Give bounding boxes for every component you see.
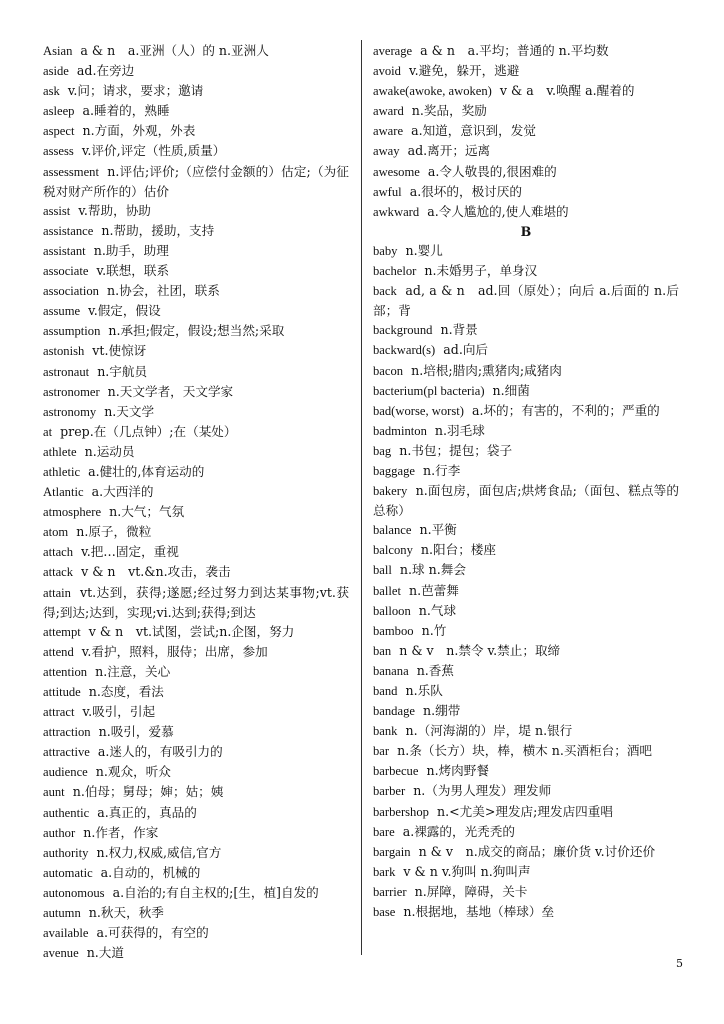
entry-word: awful	[373, 184, 402, 199]
entry-definition: a.大西洋的	[91, 484, 154, 500]
entry-definition: prep.在（几点钟）;在（某处）	[60, 423, 237, 439]
entry-definition: n.细菌	[492, 382, 530, 398]
entry-definition: n.（为男人理发）理发师	[413, 783, 552, 799]
entry-word: astronaut	[43, 364, 90, 379]
entry-definition: n.面包房，面包店;烘烤食品;（面包、糕点等的总称）	[373, 483, 679, 519]
dictionary-entry	[373, 761, 679, 781]
entry-definition: n.态度，看法	[88, 684, 164, 699]
entry-definition: a & n a.平均；普通的 n.平均数	[420, 43, 609, 58]
dictionary-entry	[373, 681, 679, 701]
entry-word: bank	[373, 724, 398, 739]
dictionary-entry	[43, 81, 349, 101]
entry-definition: n.球 n.舞会	[399, 562, 466, 578]
dictionary-entry	[373, 121, 679, 141]
entry-word: attack	[43, 565, 74, 580]
dictionary-entry	[43, 301, 349, 321]
entry-definition: v.把…固定，重视	[81, 544, 179, 560]
dictionary-entry	[373, 101, 679, 121]
dictionary-entry	[373, 581, 679, 601]
dictionary-entry	[43, 583, 349, 622]
dictionary-entry	[43, 782, 349, 802]
dictionary-entry	[373, 441, 679, 461]
entry-definition: n.屏障，障碍，关卡	[414, 883, 528, 899]
dictionary-entry	[373, 842, 679, 862]
dictionary-entry	[43, 442, 349, 462]
entry-word: awake(awoke, awoken)	[373, 84, 492, 99]
entry-word: assumption	[43, 324, 101, 339]
entry-definition: v.避免，躲开，逃避	[409, 63, 520, 79]
section-heading: B	[520, 223, 532, 239]
entry-definition: n.原子，微粒	[76, 524, 152, 540]
dictionary-entry	[373, 401, 679, 421]
entry-word: bar	[373, 744, 390, 759]
dictionary-entry	[373, 621, 679, 641]
entry-word: aunt	[43, 785, 65, 800]
entry-word: attitude	[43, 685, 81, 699]
entry-word: autumn	[43, 906, 81, 921]
entry-word: autonomous	[43, 885, 105, 900]
entry-word: ban	[373, 643, 392, 658]
entry-word: attractive	[43, 745, 90, 760]
entry-definition: v & n vt.&n.攻击，袭击	[81, 564, 231, 580]
entry-word: ball	[373, 563, 392, 578]
entry-definition: n.天文学	[104, 403, 155, 419]
dictionary-entry	[373, 641, 679, 661]
dictionary-entry	[43, 162, 349, 201]
entry-word: ask	[43, 84, 60, 99]
entry-definition: n.帮助，援助，支持	[101, 222, 215, 238]
entry-definition: v.假定，假设	[88, 303, 161, 319]
entry-definition: v.问；请求，要求；邀请	[67, 83, 204, 99]
entry-definition: n.承担;假定，假设;想当然;采取	[108, 323, 285, 339]
entry-word: baby	[373, 243, 398, 258]
entry-word: balloon	[373, 603, 411, 618]
entry-definition: n.平衡	[419, 522, 457, 538]
entry-definition: n.乐队	[405, 683, 443, 698]
dictionary-entry	[43, 462, 349, 482]
dictionary-entry	[373, 560, 679, 580]
entry-definition: n.条（长方）块，棒，横木 n.买酒柜台；酒吧	[397, 743, 653, 759]
entry-word: assistance	[43, 223, 94, 238]
entry-definition: n.未婚男子，单身汉	[424, 263, 538, 279]
left-column	[43, 41, 349, 963]
dictionary-entry	[43, 482, 349, 502]
entry-word: awkward	[373, 204, 420, 219]
dictionary-entry	[373, 421, 679, 441]
entry-definition: n.气球	[418, 602, 457, 618]
entry-definition: n.（河海湖的）岸，堤 n.银行	[405, 723, 573, 739]
entry-word: astronomy	[43, 404, 97, 419]
dictionary-entry	[43, 422, 349, 442]
entry-word: band	[373, 684, 398, 698]
entry-word: ballet	[373, 583, 401, 598]
dictionary-entry	[43, 261, 349, 281]
entry-word: automatic	[43, 865, 93, 880]
entry-definition: v.帮助，协助	[78, 202, 151, 218]
entry-definition: vt.达到，获得;遂愿;经过努力到达某事物;vt.获得;到达;达到，实现;vi.达到;获得;到达	[43, 584, 349, 620]
entry-definition: a & n a.亚洲（人）的 n.亚洲人	[80, 43, 269, 58]
entry-definition: n.奖品，奖励	[411, 103, 487, 119]
dictionary-entry	[373, 202, 679, 222]
entry-definition: v.吸引，引起	[82, 704, 156, 720]
dictionary-entry	[373, 520, 679, 540]
entry-word: aspect	[43, 124, 75, 139]
dictionary-entry	[43, 321, 349, 341]
entry-word: base	[373, 905, 396, 920]
entry-definition: n.注意，关心	[95, 663, 171, 679]
entry-definition: n.大道	[86, 945, 124, 961]
entry-definition: ad.向后	[443, 342, 489, 358]
entry-word: attempt	[43, 624, 81, 639]
entry-word: barbershop	[373, 804, 429, 819]
dictionary-entry	[373, 162, 679, 182]
entry-definition: n.根据地，基地（棒球）垒	[403, 904, 555, 920]
entry-word: author	[43, 825, 76, 840]
entry-word: bamboo	[373, 623, 414, 638]
entry-definition: ad.在旁边	[76, 63, 135, 79]
dictionary-entry	[43, 883, 349, 903]
dictionary-entry	[373, 361, 679, 381]
dictionary-entry	[43, 742, 349, 762]
entry-definition: a.知道，意识到，发觉	[411, 123, 536, 139]
entry-word: available	[43, 926, 89, 941]
entry-definition: n & v n.成交的商品；廉价货 v.讨价还价	[418, 843, 656, 859]
dictionary-entry	[373, 81, 679, 101]
entry-word: authentic	[43, 805, 90, 820]
entry-definition: ad, a & n ad.回（原处）；向后 a.后面的 n.后部；背	[373, 283, 679, 319]
entry-definition: a.令人敬畏的,很困难的	[427, 163, 557, 179]
dictionary-entry	[373, 340, 679, 360]
entry-definition: n.阳台；楼座	[420, 542, 496, 558]
entry-word: assessment	[43, 164, 99, 179]
dictionary-entry	[43, 402, 349, 422]
entry-word: bad(worse, worst)	[373, 403, 464, 418]
entry-definition: v.评价,评定（性质,质量）	[81, 143, 226, 159]
entry-definition: a.裸露的，光秃秃的	[402, 823, 515, 839]
entry-definition: n & v n.禁令 v.禁止；取缔	[399, 642, 561, 658]
entry-definition: n.<尤美>理发店;理发店四重唱	[436, 803, 613, 819]
entry-definition: n.培根;腊肉;熏猪肉;咸猪肉	[411, 362, 562, 378]
entry-definition: n.吸引，爱慕	[98, 724, 174, 740]
dictionary-entry	[43, 762, 349, 782]
entry-definition: n.婴儿	[405, 242, 443, 258]
dictionary-entry	[373, 61, 679, 81]
dictionary-entry	[373, 381, 679, 401]
entry-word: bare	[373, 824, 395, 839]
entry-word: average	[373, 44, 413, 58]
entry-word: balance	[373, 523, 412, 538]
entry-word: association	[43, 284, 99, 299]
entry-definition: n.背景	[440, 322, 478, 338]
entry-definition: n.伯母；舅母；婶；姑；姨	[72, 784, 224, 800]
entry-definition: n.秋天，秋季	[88, 905, 164, 921]
dictionary-entry	[373, 540, 679, 560]
dictionary-entry	[373, 320, 679, 340]
entry-word: athlete	[43, 444, 77, 459]
entry-word: athletic	[43, 464, 81, 479]
entry-word: attend	[43, 644, 74, 659]
dictionary-entry	[373, 802, 679, 822]
dictionary-entry	[373, 701, 679, 721]
dictionary-entry	[373, 822, 679, 842]
dictionary-entry	[43, 662, 349, 682]
entry-word: background	[373, 323, 433, 338]
entry-word: bacterium(pl bacteria)	[373, 383, 485, 398]
entry-definition: a.健壮的,体育运动的	[88, 463, 205, 479]
entry-word: bark	[373, 864, 396, 879]
page-number: 5	[676, 957, 683, 970]
entry-definition: n.书包；提包；袋子	[399, 442, 513, 458]
dictionary-entry	[373, 41, 679, 61]
entry-word: balcony	[373, 543, 413, 558]
entry-word: baggage	[373, 463, 415, 478]
dictionary-entry	[373, 281, 679, 320]
dictionary-entry	[43, 221, 349, 241]
dictionary-entry	[43, 803, 349, 823]
entry-definition: v.看护，照料，服侍；出席，参加	[81, 643, 268, 659]
entry-word: banana	[373, 663, 409, 678]
dictionary-entry	[43, 522, 349, 542]
entry-word: bachelor	[373, 264, 417, 279]
dictionary-entry	[373, 902, 679, 922]
right-column	[373, 41, 679, 922]
entry-word: associate	[43, 264, 89, 279]
entry-word: bandage	[373, 704, 415, 719]
entry-definition: a.自治的;有自主权的;[生，植]自发的	[112, 884, 319, 900]
entry-word: at	[43, 424, 53, 439]
dictionary-entry	[43, 241, 349, 261]
dictionary-entry	[43, 542, 349, 562]
dictionary-entry	[43, 702, 349, 722]
entry-word: astonish	[43, 344, 85, 359]
dictionary-entry	[373, 461, 679, 481]
entry-word: attention	[43, 664, 88, 679]
entry-word: aware	[373, 124, 404, 139]
dictionary-entry	[373, 721, 679, 741]
dictionary-entry	[373, 261, 679, 281]
dictionary-entry	[43, 362, 349, 382]
entry-definition: n.运动员	[84, 443, 135, 459]
entry-definition: a.睡着的，熟睡	[82, 103, 170, 119]
entry-definition: n.香蕉	[416, 662, 454, 678]
entry-definition: n.芭蕾舞	[409, 582, 459, 598]
column-divider	[361, 40, 362, 955]
entry-definition: n.权力,权威,威信,官方	[96, 844, 222, 860]
dictionary-entry	[43, 201, 349, 221]
entry-definition: n.大气；气氛	[109, 504, 185, 520]
dictionary-entry	[43, 682, 349, 702]
entry-definition: a.很坏的，极讨厌的	[409, 183, 522, 199]
dictionary-entry	[373, 781, 679, 801]
dictionary-entry	[43, 41, 349, 61]
dictionary-entry	[373, 601, 679, 621]
dictionary-entry	[373, 882, 679, 902]
entry-word: asleep	[43, 104, 75, 119]
entry-word: bargain	[373, 844, 411, 859]
entry-definition: n.烤肉野餐	[426, 763, 489, 779]
dictionary-entry	[373, 661, 679, 681]
dictionary-entry	[43, 642, 349, 662]
dictionary-entry	[43, 622, 349, 642]
entry-word: avenue	[43, 946, 79, 961]
entry-definition: n.羽毛球	[434, 422, 485, 438]
dictionary-entry	[43, 943, 349, 963]
entry-word: badminton	[373, 423, 427, 438]
dictionary-entry	[43, 341, 349, 361]
dictionary-entry	[373, 862, 679, 882]
entry-word: barrier	[373, 884, 407, 899]
entry-definition: a.可获得的，有空的	[96, 925, 209, 941]
dictionary-entry	[43, 562, 349, 582]
entry-definition: a.自动的，机械的	[100, 864, 201, 880]
entry-definition: a.令人尴尬的,使人难堪的	[427, 203, 569, 219]
dictionary-entry	[43, 61, 349, 81]
entry-word: authority	[43, 845, 89, 860]
dictionary-entry	[43, 823, 349, 843]
dictionary-entry	[43, 923, 349, 943]
entry-word: attract	[43, 705, 75, 720]
entry-definition: a.迷人的，有吸引力的	[97, 744, 223, 760]
dictionary-entry	[43, 281, 349, 301]
entry-word: barber	[373, 784, 406, 799]
dictionary-entry	[373, 481, 679, 520]
entry-word: barbecue	[373, 764, 419, 779]
entry-word: attach	[43, 545, 74, 560]
dictionary-entry	[43, 502, 349, 522]
entry-word: award	[373, 104, 404, 119]
dictionary-entry	[373, 141, 679, 161]
dictionary-entry	[43, 382, 349, 402]
entry-word: bakery	[373, 484, 408, 499]
dictionary-entry	[373, 741, 679, 761]
dictionary-entry	[43, 141, 349, 161]
entry-word: Asian	[43, 44, 73, 58]
entry-definition: n.天文学者，天文学家	[107, 383, 234, 399]
dictionary-entry	[373, 182, 679, 202]
entry-definition: n.协会，社团，联系	[106, 283, 220, 299]
entry-definition: ad.离开；远离	[407, 143, 491, 159]
entry-word: aside	[43, 64, 69, 79]
entry-word: assume	[43, 304, 81, 319]
entry-definition: a.真正的，真品的	[97, 804, 197, 820]
dictionary-entry	[43, 121, 349, 141]
entry-word: back	[373, 284, 397, 299]
entry-definition: n.宇航员	[97, 363, 148, 379]
dictionary-entry	[43, 101, 349, 121]
dictionary-entry	[43, 903, 349, 923]
entry-word: audience	[43, 765, 88, 780]
entry-word: atom	[43, 525, 69, 540]
entry-definition: vt.使惊讶	[92, 343, 147, 359]
entry-definition: n.助手，助理	[93, 242, 169, 258]
entry-definition: n.绷带	[422, 703, 461, 719]
dictionary-entry	[43, 722, 349, 742]
dictionary-entry	[43, 863, 349, 883]
entry-definition: n.行李	[422, 462, 461, 478]
entry-definition: v.联想，联系	[96, 263, 170, 279]
entry-definition: v & a v.唤醒 a.醒着的	[499, 83, 635, 99]
entry-definition: n.观众，听众	[95, 764, 171, 780]
entry-definition: n.评估;评价;（应偿付金额的）估定;（为征税对财产所作的）估价	[43, 163, 350, 199]
dictionary-entry	[43, 843, 349, 863]
entry-word: avoid	[373, 64, 401, 79]
entry-word: away	[373, 144, 400, 159]
entry-word: bag	[373, 443, 392, 458]
entry-word: attain	[43, 585, 71, 600]
entry-definition: v & n v.狗叫 n.狗叫声	[403, 863, 531, 879]
entry-definition: n.竹	[421, 622, 447, 638]
entry-word: assess	[43, 144, 74, 159]
entry-definition: a.坏的；有害的，不利的；严重的	[471, 402, 660, 418]
entry-word: assist	[43, 203, 71, 218]
entry-word: Atlantic	[43, 485, 84, 500]
entry-word: awesome	[373, 164, 420, 179]
entry-word: bacon	[373, 363, 404, 378]
entry-word: atmosphere	[43, 505, 102, 520]
entry-word: backward(s)	[373, 343, 436, 358]
entry-word: assistant	[43, 243, 86, 258]
dictionary-entry	[373, 241, 679, 261]
entry-word: astronomer	[43, 384, 100, 399]
entry-definition: v & n vt.试图，尝试;n.企图，努力	[88, 623, 295, 639]
entry-definition: n.方面，外观，外表	[82, 123, 196, 139]
entry-word: attraction	[43, 725, 91, 740]
entry-definition: n.作者，作家	[83, 824, 159, 840]
